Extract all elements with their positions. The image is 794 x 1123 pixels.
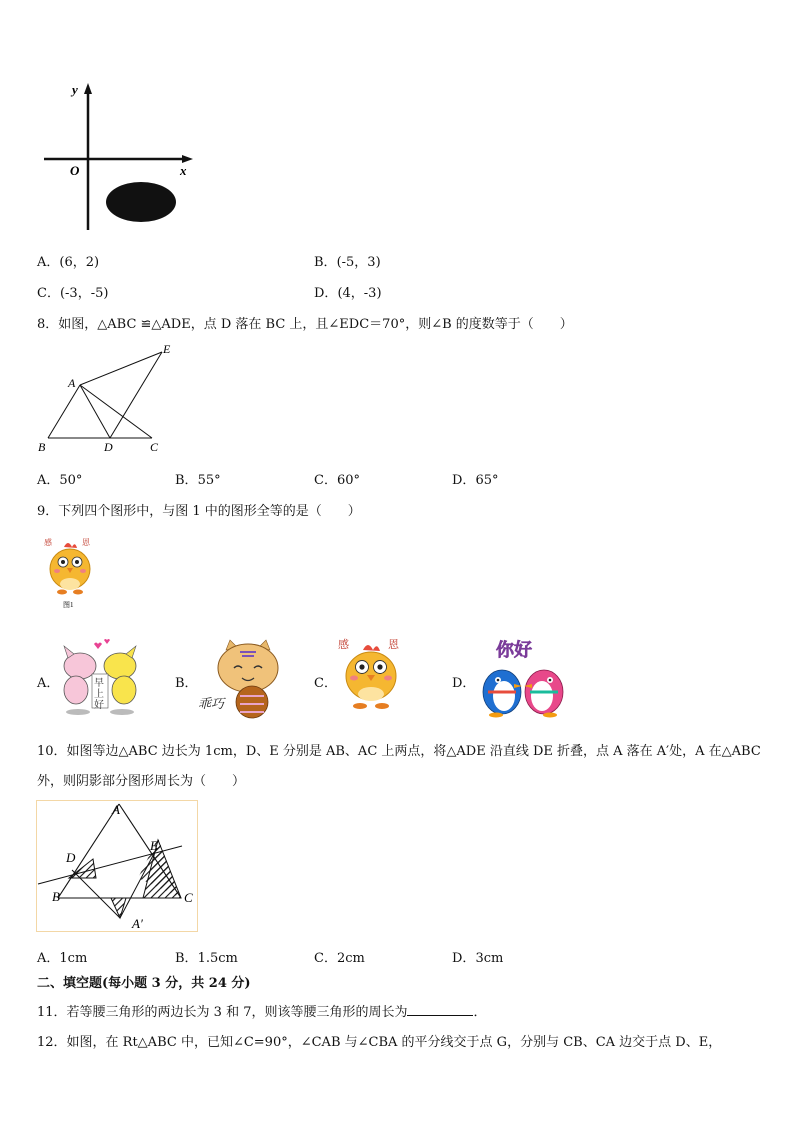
origin-label: O [70, 163, 80, 178]
q8-triangle-figure [34, 340, 179, 458]
option-text: (-3，-5) [59, 286, 109, 301]
q9-option-b[interactable] [175, 672, 198, 691]
q9-figure1-chick [42, 535, 98, 613]
q11-end: ． [473, 1005, 487, 1020]
q8-label-e: E [163, 342, 171, 356]
q8-label-a: A [68, 376, 76, 390]
q8-option-c[interactable] [314, 469, 360, 488]
option-letter: A． [37, 473, 60, 488]
option-letter: C． [314, 473, 337, 488]
q7-option-a[interactable] [37, 251, 99, 270]
q10-label-c: C [184, 890, 193, 905]
q9-option-d-penguins-image [474, 636, 574, 720]
x-axis-label: x [180, 163, 187, 178]
q7-coordinate-figure [40, 80, 200, 235]
option-letter: B． [175, 473, 198, 488]
option-letter: D． [314, 286, 338, 301]
option-text: 3cm [475, 951, 504, 966]
option-letter: C． [314, 951, 337, 966]
option-letter: A． [37, 951, 60, 966]
q10-option-d[interactable] [452, 947, 503, 966]
q8-option-a[interactable] [37, 469, 82, 488]
q9-option-c[interactable] [314, 672, 337, 691]
q7-option-c[interactable] [37, 282, 108, 301]
sign-char: 早 [94, 678, 104, 689]
figure-caption: 图1 [63, 601, 74, 609]
option-letter: C． [37, 286, 60, 301]
option-letter: B． [314, 255, 337, 270]
sign-char: 恩 [82, 538, 90, 547]
sign-char: 好 [94, 700, 104, 711]
option-text: 60° [336, 473, 360, 488]
q10-label-d: D [66, 850, 76, 865]
q11-answer-blank[interactable] [407, 1003, 473, 1016]
q10-label-e: E [150, 838, 158, 853]
option-text: 1cm [59, 951, 88, 966]
q10-label-a-prime: A′ [132, 916, 143, 931]
y-axis-label: y [72, 82, 78, 97]
q10-stem-line-1: 10．如图等边△ABC 边长为 1cm，D、E 分别是 AB、AC 上两点，将△ADE 沿直线 DE 折叠，点 A 落在 A′处，A 在△ABC [37, 744, 761, 759]
option-text: 1.5cm [197, 951, 238, 966]
q8-label-b: B [38, 440, 46, 454]
sign-char: 你好 [496, 640, 532, 660]
q10-option-a[interactable] [37, 947, 87, 966]
sign-char: 恩 [388, 639, 399, 651]
q11-text: 11．若等腰三角形的两边长为 3 和 7，则该等腰三角形的周长为 [37, 1005, 408, 1020]
option-letter: D． [452, 951, 476, 966]
q8-stem: 8．如图，△ABC ≌△ADE，点 D 落在 BC 上，且∠EDC＝70°，则∠B 的度数等于（ ） [37, 317, 573, 332]
q9-option-a-kissing-cats-image [58, 638, 142, 718]
option-text: (-5，3) [336, 255, 381, 270]
q8-option-d[interactable] [452, 469, 498, 488]
option-text: 65° [475, 473, 499, 488]
option-text: 2cm [336, 951, 365, 966]
option-letter: C． [314, 676, 337, 691]
q8-option-b[interactable] [175, 469, 221, 488]
q9-option-d[interactable] [452, 672, 475, 691]
q10-label-b: B [52, 889, 60, 904]
q8-label-c: C [150, 440, 159, 454]
q9-option-b-tiger-image [196, 638, 288, 722]
q9-option-a[interactable] [37, 672, 59, 691]
q8-label-d: D [104, 440, 113, 454]
sign-char: 乖巧 [198, 696, 225, 711]
section-heading: 二、填空题(每小题 3 分，共 24 分) [37, 976, 251, 991]
sign-char: 感 [338, 639, 349, 651]
q10-option-b[interactable] [175, 947, 238, 966]
option-text: (4，-3) [337, 286, 382, 301]
option-text: 55° [197, 473, 221, 488]
q7-option-b[interactable] [314, 251, 381, 270]
sign-char: 上 [94, 689, 104, 700]
q11-stem [37, 1001, 487, 1020]
option-letter: A． [37, 676, 60, 691]
q9-stem: 9．下列四个图形中，与图 1 中的图形全等的是（ ） [37, 504, 361, 519]
q10-option-c[interactable] [314, 947, 365, 966]
q10-stem-line-2: 外，则阴影部分图形周长为（ ） [37, 774, 246, 789]
q10-label-a: A [112, 802, 120, 817]
q9-option-c-chick-image [336, 636, 406, 720]
q7-option-d[interactable] [314, 282, 382, 301]
option-text: 50° [59, 473, 83, 488]
option-letter: D． [452, 676, 476, 691]
option-text: (6，2) [59, 255, 100, 270]
option-letter: B． [175, 951, 198, 966]
sign-char: 感 [44, 538, 52, 547]
option-letter: D． [452, 473, 476, 488]
q10-fold-figure [36, 800, 198, 932]
option-letter: B． [175, 676, 198, 691]
q12-stem: 12．如图，在 Rt△ABC 中，已知∠C=90°，∠CAB 与∠CBA 的平分线交于点 G，分别与 CB、CA 边交于点 D、E， [37, 1035, 722, 1050]
option-letter: A． [37, 255, 60, 270]
